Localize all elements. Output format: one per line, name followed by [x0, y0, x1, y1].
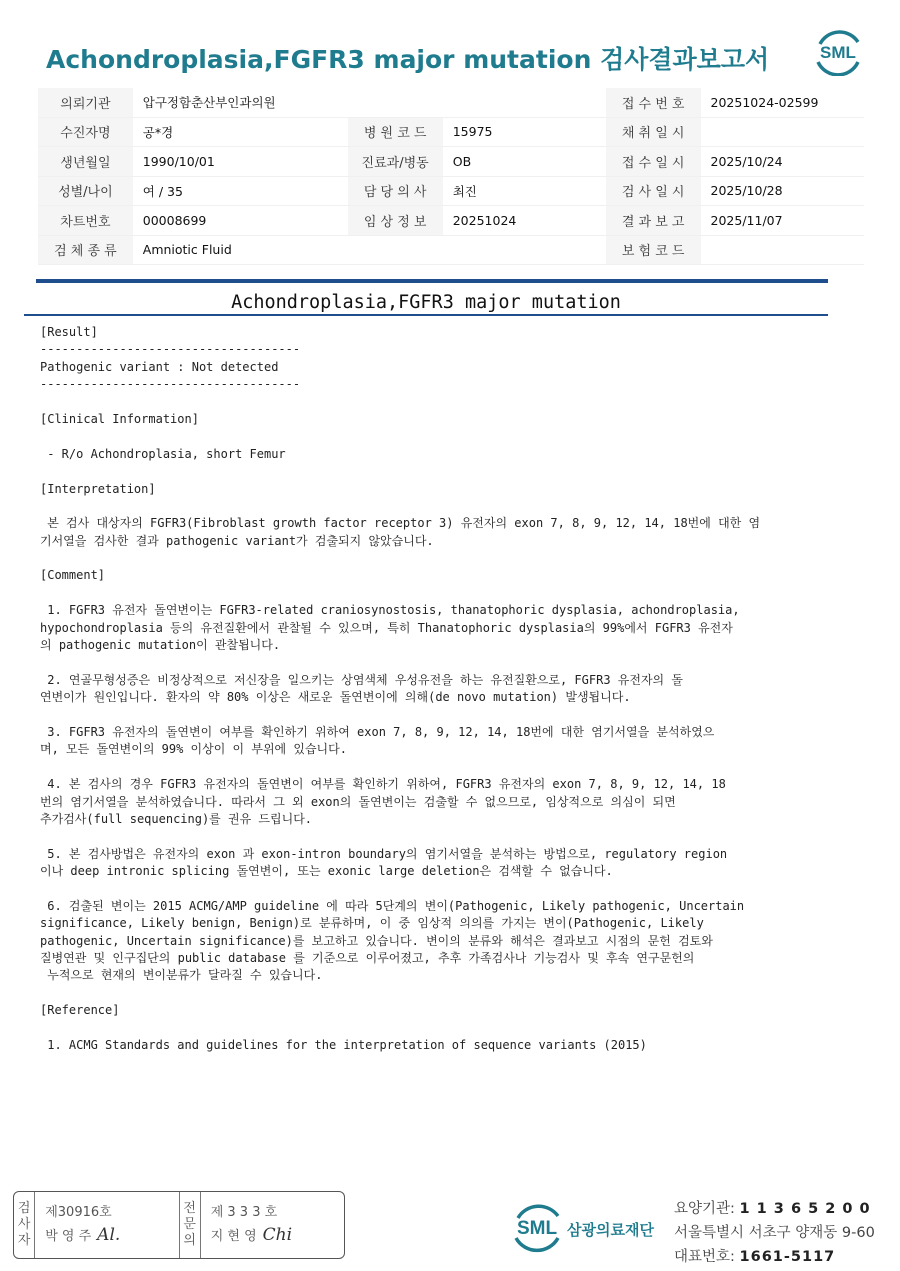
body-line: [Comment] [40, 568, 106, 583]
phone-number: 1661-5117 [739, 1249, 836, 1265]
sml-logo-top-text: SML [820, 43, 856, 62]
info-value: 압구정함춘산부인과의원 [133, 88, 348, 117]
body-line: [Interpretation] [40, 481, 156, 496]
info-label: 검 체 종 류 [38, 235, 133, 265]
body-line: 번의 염기서열을 분석하였습니다. 따라서 그 외 exon의 돌연변이는 검출할 수 없으므로, 임상적으로 의심이 되면 [40, 794, 676, 809]
info-label [348, 88, 443, 117]
body-line: 며, 모든 돌연변이의 99% 이상이 이 부위에 있습니다. [40, 742, 347, 757]
body-line: 3. FGFR3 유전자의 돌연변이 여부를 확인하기 위하여 exon 7, 8, 9, 12, 14, 18번에 대한 염기서열을 분석하였으 [40, 724, 715, 739]
info-value: OB [443, 147, 606, 177]
info-value [701, 235, 864, 265]
info-value: 여 / 35 [133, 176, 348, 206]
body-line: 이나 deep intronic splicing 돌연변이, 또는 exonic large deletion은 검색할 수 없습니다. [40, 864, 613, 879]
body-line: ------------------------------------ [40, 377, 301, 392]
specialist-license: 제 3 3 3 호 [210, 1205, 278, 1220]
body-line: Pathogenic variant : Not detected [40, 359, 279, 374]
body-line [40, 550, 820, 567]
info-value: 최진 [443, 176, 606, 206]
info-label: 채 취 일 시 [606, 117, 701, 147]
info-value: 2025/10/24 [701, 147, 864, 177]
body-line [40, 881, 820, 898]
info-label: 병 원 코 드 [348, 117, 443, 147]
body-line [40, 707, 820, 724]
body-line [40, 985, 820, 1002]
body-line [40, 1020, 820, 1037]
body-line: pathogenic, Uncertain significance)를 보고하고 있습니다. 변이의 분류와 해석은 결과보고 시점의 문헌 검토와 [40, 933, 713, 948]
examiner-license: 제30916호 [45, 1205, 112, 1220]
examiner-signature: Al. [97, 1225, 121, 1245]
info-row [38, 176, 864, 206]
body-line [40, 585, 820, 602]
examiner-info [35, 1192, 179, 1258]
info-label: 진료과/병동 [348, 147, 443, 177]
body-line [40, 498, 820, 515]
body-line [40, 654, 820, 671]
body-line: 연변이가 원인입니다. 환자의 약 80% 이상은 새로운 돌연변이에 의해(de novo mutation) 발생됩니다. [40, 690, 631, 705]
body-line: 추가검사(full sequencing)를 권유 드립니다. [40, 811, 313, 826]
body-line: - R/o Achondroplasia, short Femur [40, 446, 286, 461]
info-value [443, 235, 606, 265]
specialist-signature: Chi [262, 1225, 293, 1245]
info-label: 생년월일 [38, 147, 133, 177]
info-value: 2025/11/07 [701, 206, 864, 236]
info-value: Amniotic Fluid [133, 235, 348, 265]
body-line: 질병연관 및 인구집단의 public database 를 기준으로 이루어졌고, 추후 가족검사나 기능검사 및 후속 연구문헌의 [40, 951, 695, 966]
info-label: 검 사 일 시 [606, 176, 701, 206]
body-line: ------------------------------------ [40, 342, 301, 357]
info-row [38, 117, 864, 147]
body-line [40, 428, 820, 445]
signature-box [13, 1191, 345, 1259]
divider-thick [36, 279, 828, 283]
sml-logo-bottom [510, 1200, 564, 1254]
body-line: 1. ACMG Standards and guidelines for the interpretation of sequence variants (2015) [40, 1038, 647, 1053]
org-address: 서울특별시 서초구 양재동 9-60 [674, 1225, 875, 1241]
institution-code: 1 1 3 6 5 2 0 0 [739, 1201, 871, 1217]
info-value: 00008699 [133, 206, 348, 236]
org-name: 삼광의료재단 [567, 1221, 654, 1239]
body-line [40, 463, 820, 480]
info-label: 성별/나이 [38, 176, 133, 206]
info-value: 20251024 [443, 206, 606, 236]
report-body [40, 324, 820, 1054]
specialist-name: 지 현 영 [210, 1229, 257, 1244]
info-value: 20251024-02599 [701, 88, 864, 117]
body-line: hypochondroplasia 등의 유전질환에서 관찰될 수 있으며, 특히 Thanatophoric dysplasia의 99%에서 FGFR3 유전자 [40, 620, 733, 635]
body-line [40, 394, 820, 411]
info-value [443, 88, 606, 117]
body-line: significance, Likely benign, Benign)로 분류하며, 이 중 임상적 의의를 가지는 변이(Pathogenic, Likely [40, 916, 704, 931]
body-line: 1. FGFR3 유전자 돌연변이는 FGFR3-related craniosynostosis, thanatophoric dysplasia, achondroplasia, [40, 603, 740, 618]
body-line [40, 759, 820, 776]
body-line: 누적으로 현재의 변이분류가 달라질 수 있습니다. [40, 968, 323, 983]
info-row [38, 235, 864, 265]
report-subtitle: Achondroplasia,FGFR3 major mutation [231, 292, 621, 313]
examiner-name: 박 영 주 [45, 1229, 92, 1244]
body-line: [Clinical Information] [40, 411, 199, 426]
sml-logo-top [812, 28, 864, 76]
info-value: 공*경 [133, 117, 348, 147]
body-line: 6. 검출된 변이는 2015 ACMG/AMP guideline 에 따라 5단계의 변이(Pathogenic, Likely pathogenic, Uncertain [40, 898, 745, 913]
divider-thin [24, 314, 828, 316]
info-label: 담 당 의 사 [348, 176, 443, 206]
info-label: 수진자명 [38, 117, 133, 147]
body-line: 기서열을 검사한 결과 pathogenic variant가 검출되지 않았습니다. [40, 533, 434, 548]
body-line: 4. 본 검사의 경우 FGFR3 유전자의 돌연변이 여부를 확인하기 위하여, FGFR3 유전자의 exon 7, 8, 9, 12, 14, 18 [40, 777, 726, 792]
sml-logo-bottom-text: SML [516, 1218, 558, 1239]
info-label: 차트번호 [38, 206, 133, 236]
body-line: 5. 본 검사방법은 유전자의 exon 과 exon-intron boundary의 염기서열을 분석하는 방법으로, regulatory region [40, 846, 728, 861]
info-label: 보 험 코 드 [606, 235, 701, 265]
specialist-info [201, 1192, 344, 1258]
body-line: 2. 연골무형성증은 비정상적으로 저신장을 일으키는 상염색체 우성유전을 하는 유전질환으로, FGFR3 유전자의 돌 [40, 672, 683, 687]
examiner-label: 검 사 자 [14, 1192, 35, 1258]
specialist-label: 전 문 의 [180, 1192, 201, 1258]
info-label: 의뢰기관 [38, 88, 133, 117]
info-value: 2025/10/28 [701, 176, 864, 206]
body-line: [Result] [40, 325, 98, 339]
info-label [348, 235, 443, 265]
info-row [38, 88, 864, 117]
info-label: 결 과 보 고 [606, 206, 701, 236]
info-label: 임 상 정 보 [348, 206, 443, 236]
patient-info-table [38, 88, 864, 265]
info-label: 접 수 일 시 [606, 147, 701, 177]
body-line: [Reference] [40, 1003, 120, 1018]
info-row [38, 147, 864, 177]
info-value [701, 117, 864, 147]
body-line: 의 pathogenic mutation이 관찰됩니다. [40, 638, 281, 653]
report-title: Achondroplasia,FGFR3 major mutation 검사결과보고서 [46, 45, 770, 74]
info-row [38, 206, 864, 236]
info-value: 15975 [443, 117, 606, 147]
info-value: 1990/10/01 [133, 147, 348, 177]
info-label: 접 수 번 호 [606, 88, 701, 117]
org-info: 요양기관: 1 1 3 6 5 2 0 0 서울특별시 서초구 양재동 9-60 대표번호: 1661-5117 [674, 1201, 875, 1265]
body-line: 본 검사 대상자의 FGFR3(Fibroblast growth factor receptor 3) 유전자의 exon 7, 8, 9, 12, 14, 18번에 대한 염 [40, 516, 761, 531]
body-line [40, 828, 820, 845]
